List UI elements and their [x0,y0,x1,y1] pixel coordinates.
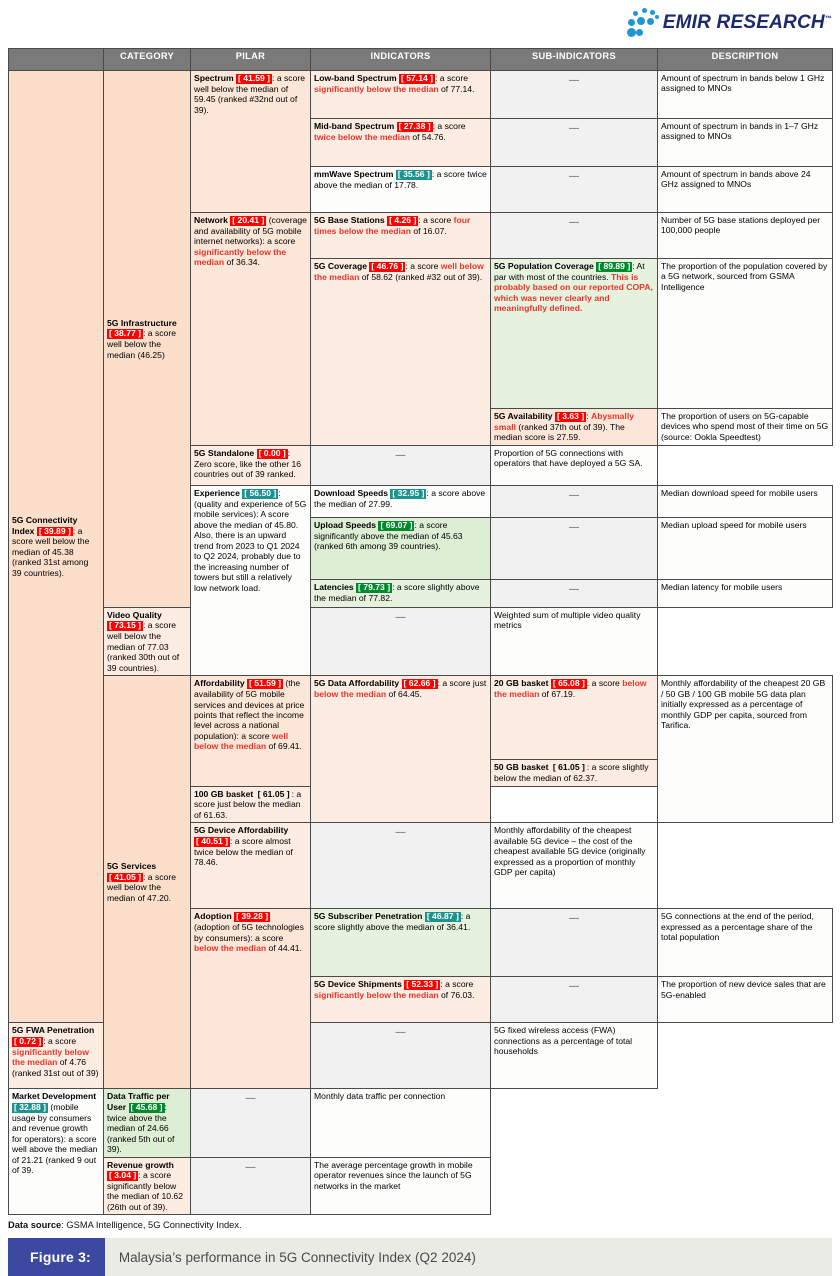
indicator-cell [104,1089,191,1157]
empty-dash: — [395,611,406,623]
category-text: : a score well below the median of 47.20. [107,871,176,903]
pilar-cell [191,71,311,213]
description-cell: The proportion of the population covered by a 5G network, sourced from GSMA Intelligence [658,259,833,409]
subindicator-cell-empty [491,909,658,977]
table-body [9,71,833,1215]
subindicator-title: 50 GB basket [494,762,549,773]
indicator-text: : a score [43,1035,77,1046]
empty-dash: — [569,521,579,533]
description-cell: Amount of spectrum in bands below 1 GHz assigned to MNOs [658,71,833,119]
category-text: : a score well below the median (46.25) [107,328,176,360]
pilar-cell [191,213,311,446]
pilar-text: (coverage and availability of 5G mobile internet networks): a score [194,215,307,247]
indicator-title: 5G Standalone [194,447,255,458]
subindicator-cell-empty [491,213,658,259]
category-title: 5G Services [107,861,157,872]
description-cell: The average percentage growth in mobile operator revenues since the launch of 5G networks in the market [311,1157,491,1215]
pilar-text: (the availability of 5G mobile services and devices at price points that reflect the income level across a national population): a score [194,678,305,741]
indicator-title: Download Speeds [314,487,389,498]
description-cell: The proportion of users on 5G-capable devices who spend most of their time on 5G (source: Ookla Speedtest) [658,409,833,446]
score-chip: [ 51.59 ] [249,678,282,689]
score-chip: [ 57.14 ] [401,73,434,83]
indicator-cell [191,823,311,909]
score-chip: [ 45.68 ] [130,1101,163,1112]
logo-name: EMIR RESEARCH [662,12,825,33]
indicator-emphasis: significantly below the median [314,83,439,94]
subindicator-cell-empty [491,71,658,119]
score-chip: [ 56.50 ] [244,487,277,498]
data-source-label: Data source [8,1220,62,1231]
description-cell: Median upload speed for mobile users [658,517,833,579]
indicator-cell [311,213,491,259]
indicator-cell [311,71,491,119]
subindicator-title: 5G Availability [494,411,553,421]
score-chip: [ 62.66 ] [403,678,436,689]
subindicator-text: : a score [586,678,623,689]
pilar-text2: of 69.41. [266,741,302,752]
pilar-text2: of 44.41. [266,943,302,954]
subindicator-emphasis: This is probably based on our reported COPA, which was never clearly and meaningfully defined. [494,271,653,314]
pilar-emphasis: well below the median [194,730,289,752]
indicator-text: : a score significantly below the median of 10.62 (26th out of 39). [107,1170,183,1212]
indicator-text2: of 76.03. [438,990,475,1001]
indicator-title: Data Traffic per User [107,1091,170,1112]
col-header-pilar: PILAR [191,49,311,71]
figure-caption-bar [8,1238,832,1276]
pilar-text: (mobile usage by consumers and revenue growth for operators): a score well above the median of 21.21 (ranked 9 out of 39. [12,1101,98,1176]
score-chip: [ 4.26 ] [389,215,417,225]
pilar-text: : (quality and experience of 5G mobile services): A score above the median of 45.80. Also, there is an upward trend from 2023 to Q1 2024 to Q2 2024, probably due to the increasing number of towers but still a relatively low network load. [194,487,307,593]
indicator-text: : a score twice above the median of 17.78. [314,169,487,190]
indicator-text: : a score well below the median of 77.03 (ranked 30th out of 39 countries). [107,620,180,673]
indicator-emphasis: below the median [314,689,387,700]
subindicator-cell-empty [491,167,658,213]
indicator-text2: of 64.45. [386,689,422,700]
empty-dash: — [395,449,406,461]
indicator-title: Video Quality [107,609,162,620]
pilar-title: Adoption [194,911,232,922]
score-chip: [ 61.05 ] [552,762,585,773]
indicator-text2: of 77.14. [438,83,475,94]
empty-dash: — [569,123,579,134]
description-cell: Weighted sum of multiple video quality metrics [491,607,658,675]
subindicator-cell-empty [311,607,491,675]
empty-dash: — [245,1161,256,1173]
indicator-title: 5G Subscriber Penetration [314,911,423,922]
indicator-text: : a score just [437,678,487,689]
subindicator-title: 100 GB basket [194,788,254,799]
score-chip: [ 69.07 ] [380,519,413,530]
header-bar [0,0,840,48]
indicator-title: Latencies [314,581,354,592]
score-chip: [ 65.08 ] [552,678,585,689]
pilar-cell [9,1089,104,1215]
pilar-cell [191,676,311,786]
indicator-text: : a score [432,121,466,131]
indicator-cell [311,517,491,579]
indicator-emphasis: twice below the median [314,131,410,142]
table-row [9,676,833,760]
subindicator-text: : At par with most of the countries. [494,261,645,282]
empty-dash: — [245,1093,256,1105]
table-header-row [9,49,833,71]
subindicator-cell-empty [311,445,491,485]
score-chip: [ 40.51 ] [196,835,229,846]
score-chip: [ 46.87 ] [426,911,459,922]
score-chip: [ 32.95 ] [392,487,425,498]
indicator-text: : twice above the median of 24.66 (ranked 5th out of 39). [107,1101,175,1155]
pilar-cell [191,485,311,675]
subindicator-text: : [586,411,591,421]
subindicator-cell-empty [491,977,658,1023]
indicator-emphasis: four times below the median [314,215,471,236]
pilar-cell [191,909,311,1089]
score-chip: [ 39.89 ] [38,525,71,536]
index-cell [9,71,104,1023]
indicator-emphasis: significantly below the median [314,990,439,1001]
subindicator-cell-empty [191,1157,311,1215]
indicator-title: 5G FWA Penetration [12,1025,95,1036]
indicator-cell [9,1023,104,1089]
description-cell: 5G fixed wireless access (FWA) connections as a percentage of total households [491,1023,658,1089]
subindicator-cell-empty [311,1023,491,1089]
subindicator-cell [491,409,658,446]
pilar-title: Experience [194,487,240,498]
score-chip: [ 35.56 ] [397,169,430,179]
subindicator-cell [491,676,658,760]
table-row [9,1157,833,1215]
indicator-cell [104,607,191,675]
empty-dash: — [569,171,579,182]
category-cell [104,676,191,1089]
pilar-title: Spectrum [194,73,234,83]
indicator-cell [311,579,491,607]
empty-dash: — [569,913,579,925]
col-header-blank [9,49,104,71]
col-header-description: DESCRIPTION [658,49,833,71]
subindicator-cell [191,786,311,823]
empty-dash: — [395,1027,406,1039]
figure-title: Malaysia’s performance in 5G Connectivity Index (Q2 2024) [105,1238,832,1276]
indicator-text2: of 16.07. [410,225,447,236]
indicator-title: Upload Speeds [314,519,377,530]
subindicator-emphasis: Abysmally small [494,411,634,432]
indicator-emphasis: well below the median [314,261,484,282]
indicator-text2: of 58.62 (ranked #32 out of 39). [359,271,483,282]
col-header-category: CATEGORY [104,49,191,71]
category-cell [104,71,191,608]
description-cell: Proportion of 5G connections with operators that have deployed a 5G SA. [491,445,658,485]
indicator-title: 5G Device Shipments [314,979,402,990]
empty-dash: — [395,827,406,839]
indicator-cell [311,485,491,517]
indicator-title: 5G Data Affordability [314,678,400,689]
table-row [9,1089,833,1157]
description-cell: Median download speed for mobile users [658,485,833,517]
empty-dash: — [569,583,579,595]
indicator-text: : a score [440,979,474,990]
score-chip: [ 79.73 ] [358,581,391,592]
index-text: : a score well below the median of 45.38 (ranked 31st among 39 countries). [12,525,90,578]
indicator-cell [311,119,491,167]
indicator-text: : a score almost twice below the median of 78.46. [194,835,293,868]
subindicator-cell-empty [491,517,658,579]
col-header-subindicators: SUB-INDICATORS [491,49,658,71]
pilar-title: Network [194,215,228,225]
description-cell: Amount of spectrum in bands in 1–7 GHz assigned to MNOs [658,119,833,167]
indicator-cell [104,1157,191,1215]
score-chip: [ 41.59 ] [238,73,271,83]
indicator-title: Mid-band Spectrum [314,121,395,131]
data-source-note [8,1220,840,1230]
description-cell: Monthly data traffic per connection [311,1089,491,1157]
subindicator-cell-empty [311,823,491,909]
logo-wordmark [663,12,832,34]
indicator-title: mmWave Spectrum [314,169,394,179]
indicator-text: : a score slightly above the median of 77.82. [314,581,480,603]
subindicator-title: 5G Population Coverage [494,261,594,271]
score-chip: [ 32.88 ] [14,1101,47,1112]
indicator-cell [311,676,491,823]
indicator-text: : a score [435,73,468,83]
score-chip: [ 41.05 ] [109,871,142,882]
col-header-indicators: INDICATORS [311,49,491,71]
table-row [9,71,833,119]
indicator-emphasis: significantly below the median [12,1046,89,1068]
pilar-title: Affordability [194,678,245,689]
description-cell: Number of 5G base stations deployed per 100,000 people [658,213,833,259]
description-cell: Monthly affordability of the cheapest 20 GB / 50 GB / 100 GB mobile 5G data plan initially expressed as a percentage of monthly GDP per capita, sourced from Tarifica. [658,676,833,823]
indicator-cell [191,445,311,485]
description-cell: Amount of spectrum in bands above 24 GHz assigned to MNOs [658,167,833,213]
subindicator-text2: (ranked 37th out of 39). The median score is 27.59. [494,421,625,443]
subindicator-emphasis: below the median [494,678,647,700]
description-cell: Monthly affordability of the cheapest available 5G device – the cost of the cheapest available 5G device (originally expressed as a proportion of monthly GDP per capita) [491,823,658,909]
indicator-text: : a score [405,261,441,271]
pilar-title: Market Development [12,1091,97,1102]
subindicator-cell [491,760,658,786]
score-chip: [ 20.41 ] [232,215,265,225]
empty-dash: — [569,217,579,228]
indicator-title: Low-band Spectrum [314,73,397,83]
description-cell: 5G connections at the end of the period, expressed as a percentage share of the total population [658,909,833,977]
pilar-emphasis: below the median [194,943,267,954]
subindicator-cell-empty [491,579,658,607]
indicator-cell [311,977,491,1023]
score-chip: [ 39.28 ] [236,911,269,922]
subindicator-text: : a score just below the median of 61.63. [194,788,302,820]
indicator-text: : a score slightly above the median of 36.41. [314,911,471,933]
logo-dots-icon [625,6,659,40]
empty-dash: — [569,489,579,501]
score-chip: [ 52.33 ] [406,979,439,990]
description-cell: Median latency for mobile users [658,579,833,607]
score-chip: [ 89.89 ] [598,261,631,271]
score-chip: [ 73.15 ] [109,620,142,631]
indicator-text: : a score above the median of 27.99. [314,487,486,509]
subindicator-cell-empty [491,485,658,517]
score-chip: [ 0.00 ] [258,447,286,458]
score-chip: [ 46.76 ] [371,261,404,271]
description-cell: The proportion of new device sales that are 5G-enabled [658,977,833,1023]
emir-research-logo [625,6,832,40]
indicator-title: 5G Coverage [314,261,368,271]
score-chip: [ 38.77 ] [109,328,142,339]
table-header [9,49,833,71]
score-chip: [ 3.63 ] [556,411,585,421]
empty-dash: — [569,75,579,86]
indicator-text: : a score significantly above the median of 45.63 (ranked 6th among 39 countries). [314,519,463,552]
score-chip: [ 27.38 ] [398,121,431,131]
subindicator-text2: of 67.19. [539,689,576,700]
indicator-text: : Zero score, like the other 16 countries out of 39 ranked. [194,447,301,480]
indicator-text2: of 4.76 (ranked 31st out of 39) [12,1057,99,1078]
logo-tm: ™ [824,15,832,23]
index-title: 5G Connectivity Index [12,515,78,536]
subindicator-cell-empty [491,119,658,167]
empty-dash: — [569,981,579,993]
score-chip: [ 3.04 ] [109,1170,137,1181]
pilar-text: : a score well below the median of 59.45 (ranked #32nd out of 39). [194,73,306,115]
pilar-text: (adoption of 5G technologies by consumers): a score [194,922,304,943]
category-title: 5G Infrastructure [107,317,177,328]
data-source-value: : GSMA Intelligence, 5G Connectivity Index. [61,1220,242,1231]
indicator-cell [311,167,491,213]
subindicator-cell-empty [191,1089,311,1157]
pilar-text2: of 36.34. [224,257,260,268]
indicator-title: 5G Base Stations [314,215,385,225]
indicator-cell [311,259,491,446]
figure-number: Figure 3: [8,1238,105,1276]
score-chip: [ 61.05 ] [257,788,290,799]
indicator-text2: of 54.76. [409,131,446,142]
subindicator-text: : a score slightly below the median of 62.37. [494,762,649,784]
indicator-title: 5G Device Affordability [194,825,289,836]
indicator-cell [311,909,491,977]
score-chip: [ 0.72 ] [14,1035,42,1046]
subindicator-cell [491,259,658,409]
pilar-emphasis: significantly below the median [194,246,287,268]
table-row [9,607,833,675]
indicator-title: Revenue growth [107,1159,174,1170]
connectivity-index-table [8,48,833,1215]
subindicator-title: 20 GB basket [494,678,549,689]
indicator-text: : a score [418,215,454,225]
